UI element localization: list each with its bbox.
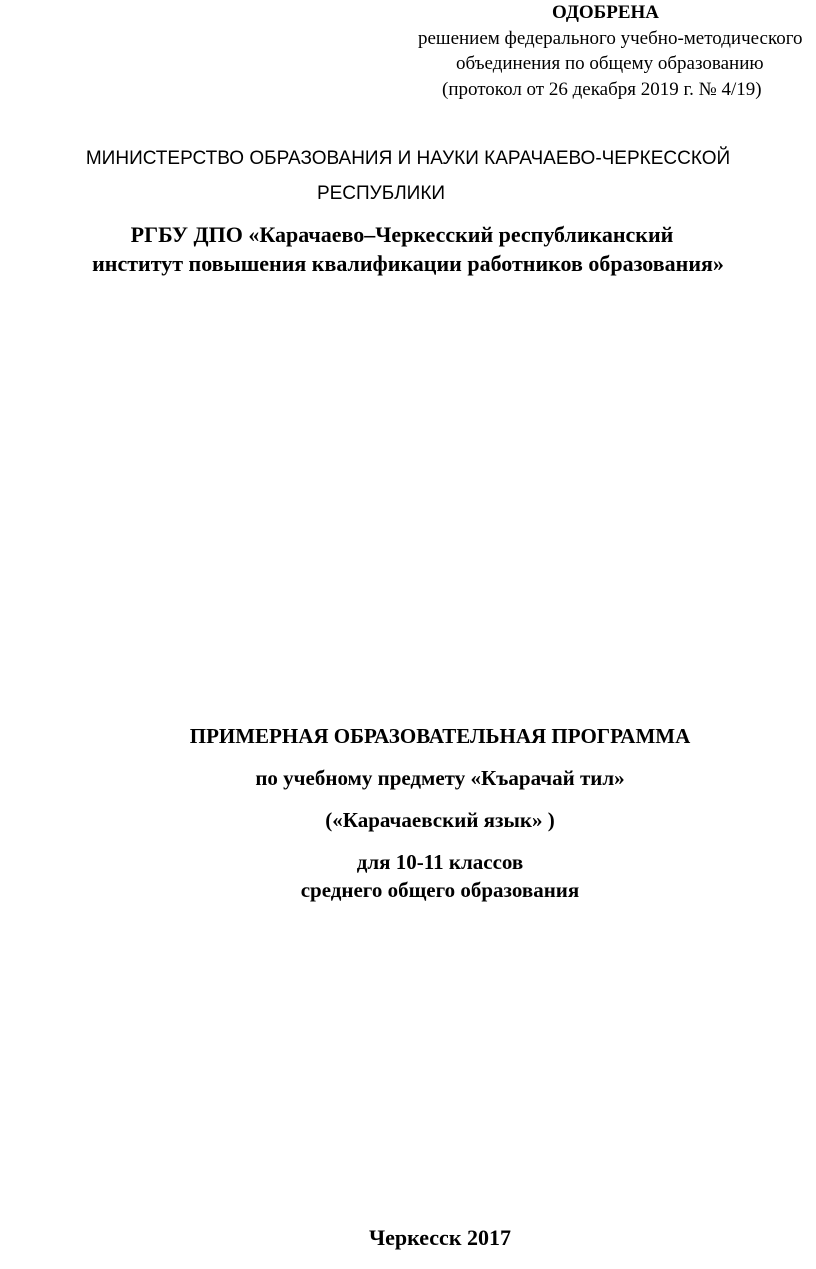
ministry-line-2: РЕСПУБЛИКИ <box>316 183 446 204</box>
program-subject: по учебному предмету «Къарачай тил» <box>255 766 625 790</box>
approval-line-3: (протокол от 26 декабря 2019 г. № 4/19) <box>442 79 762 100</box>
program-subject-translation: («Карачаевский язык» ) <box>325 808 555 832</box>
ministry-line-1: МИНИСТЕРСТВО ОБРАЗОВАНИЯ И НАУКИ КАРАЧАЕВО-ЧЕРКЕССКОЙ <box>85 148 731 169</box>
institute-line-1: РГБУ ДПО «Карачаево–Черкесский республиканский <box>130 222 674 247</box>
institute-line-2: институт повышения квалификации работников образования» <box>92 251 724 276</box>
city-year: Черкесск 2017 <box>368 1225 511 1250</box>
program-title: ПРИМЕРНАЯ ОБРАЗОВАТЕЛЬНАЯ ПРОГРАММА <box>189 724 691 748</box>
program-level: среднего общего образования <box>300 878 580 902</box>
approval-line-1: решением федерального учебно-методического <box>418 28 803 49</box>
approval-line-2: объединения по общему образованию <box>456 53 764 74</box>
approval-title: ОДОБРЕНА <box>552 2 660 23</box>
program-grades: для 10-11 классов <box>356 850 524 874</box>
